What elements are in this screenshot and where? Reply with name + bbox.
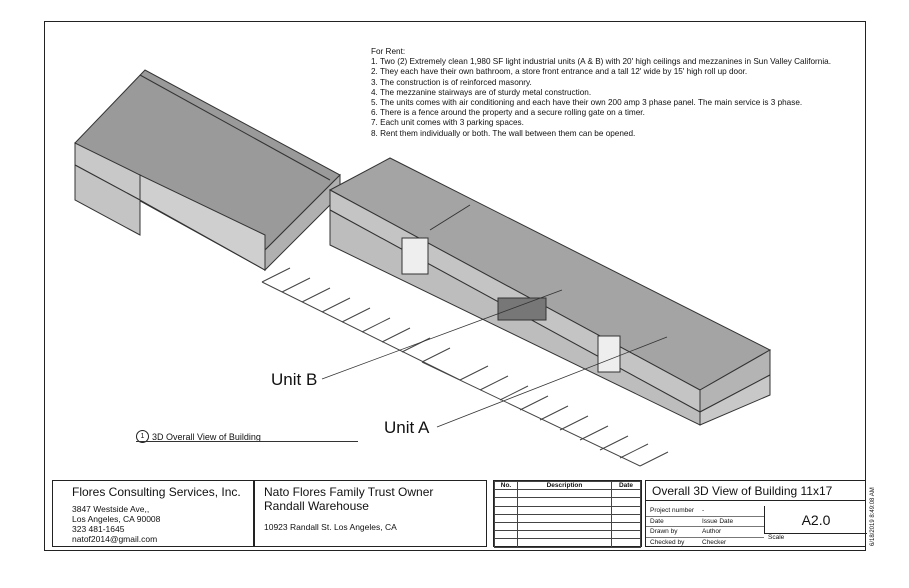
note-item: 5. The units comes with air conditioning and each have their own 200 amp 3 phase panel. The main service is 3 phase. — [371, 98, 803, 108]
sheet-number: A2.0 — [764, 506, 867, 534]
building-3d-drawing — [60, 60, 780, 480]
revision-table — [494, 481, 641, 548]
consultant-address2: Los Angeles, CA 90008 — [72, 514, 161, 524]
table-row — [495, 522, 641, 530]
rev-col-description: Description — [518, 482, 612, 490]
sheet-info-block — [645, 480, 866, 547]
checked-by-value: Checker — [702, 538, 727, 546]
date-label: Date — [650, 517, 664, 525]
view-title-underline — [136, 441, 358, 442]
table-row — [495, 506, 641, 514]
view-title-text: 3D Overall View of Building — [152, 431, 261, 442]
project-name: Randall Warehouse — [264, 499, 369, 513]
drawn-by-value: Author — [702, 528, 722, 536]
note-item: 6. There is a fence around the property and a secure rolling gate on a timer. — [371, 108, 645, 118]
sheet-meta — [646, 506, 764, 547]
project-number-label: Project number — [650, 507, 695, 515]
date-value: Issue Date — [702, 517, 734, 525]
project-owner: Nato Flores Family Trust Owner — [264, 485, 434, 499]
consultant-block — [52, 480, 254, 547]
note-item: 4. The mezzanine stairways are of sturdy metal construction. — [371, 87, 592, 97]
note-item: 3. The construction is of reinforced masonry. — [371, 77, 532, 87]
rev-col-no: No. — [495, 482, 518, 490]
note-item: 8. Rent them individually or both. The wall between them can be opened. — [371, 128, 636, 138]
unit-b-label: Unit B — [271, 370, 318, 389]
note-item: 2. They each have their own bathroom, a store front entrance and a tall 12' wide by 15' high roll up door. — [371, 67, 748, 77]
table-row — [495, 498, 641, 506]
project-address: 10923 Randall St. Los Angeles, CA — [264, 522, 397, 532]
drawn-by-label: Drawn by — [650, 528, 678, 536]
revision-block — [493, 480, 642, 547]
rev-col-date: Date — [612, 482, 641, 490]
scale-label: Scale — [768, 534, 785, 541]
table-row — [495, 490, 641, 498]
table-row — [495, 539, 641, 547]
project-number-value: - — [702, 507, 705, 515]
note-item: 1. Two (2) Extremely clean 1,980 SF light industrial units (A & B) with 20' high ceilings and mezzanines in Sun Valley California. — [371, 57, 831, 67]
sheet-title: Overall 3D View of Building 11x17 — [646, 481, 865, 501]
consultant-email: natof2014@gmail.com — [72, 534, 158, 544]
consultant-phone: 323 481-1645 — [72, 524, 125, 534]
print-timestamp: 6/18/2019 8:49:08 AM — [870, 487, 876, 546]
unit-a-label: Unit A — [384, 418, 430, 437]
view-number-bubble: 1 — [136, 430, 149, 443]
note-item: 7. Each unit comes with 3 parking spaces. — [371, 118, 524, 128]
checked-by-label: Checked by — [650, 538, 685, 546]
table-row — [495, 514, 641, 522]
building-unit-a-block — [330, 158, 770, 425]
consultant-name: Flores Consulting Services, Inc. — [72, 485, 241, 499]
consultant-address1: 3847 Westside Ave,, — [72, 504, 150, 514]
table-row — [495, 531, 641, 539]
project-block — [254, 480, 487, 547]
notes-heading: For Rent: — [371, 47, 406, 56]
building-unit-b-block — [75, 70, 340, 270]
